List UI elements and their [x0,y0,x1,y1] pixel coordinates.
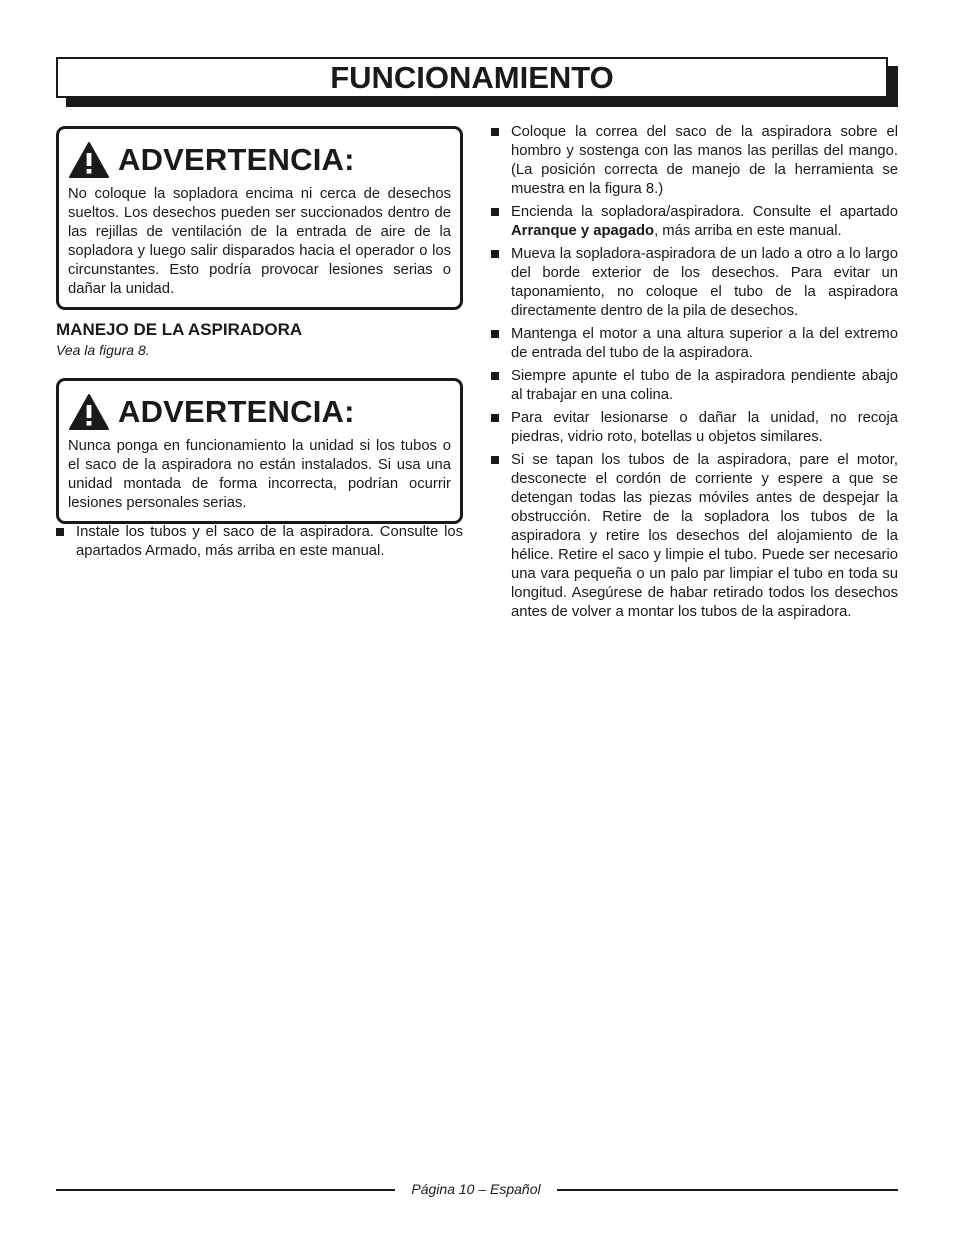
warning-title: ADVERTENCIA: [118,142,355,177]
bullet-square-icon [56,528,64,536]
list-item-text: Mueva la sopladora-aspiradora de un lado a otro a lo largo del borde exterior de los desechos. Para evitar un taponamiento, no coloque el tubo de la aspiradora directamente dentro de la pila de desechos. [511,246,898,319]
list-item [56,523,463,561]
list-item-text: Encienda la sopladora/aspiradora. Consulte el apartado [511,204,898,220]
list-item-text: Si se tapan los tubos de la aspiradora, pare el motor, desconecte el cordón de corriente y espere a que se detengan todas las piezas móviles antes de despejar la obstrucción. Retire de la sopladora los tubos de la aspiradora y retire los desechos del alojamiento de la hélice. Retire el saco y limpie el tubo. Puede ser necesario una vara pequeña o un palo par limpiar el tubo en toda su longitud. Asegúrese de habar retirado todos los desechos antes de volver a montar los tubos de la aspiradora. [511,452,898,620]
bullet-square-icon [491,372,499,380]
list-item-text: Mantenga el motor a una altura superior a la del extremo de entrada del tubo de la aspiradora. [511,326,898,361]
bullet-square-icon [491,330,499,338]
list-item [491,451,898,622]
section-title: FUNCIONAMIENTO [56,57,888,98]
list-item [491,325,898,363]
bullet-square-icon [491,250,499,258]
list-item-text: Coloque la correa del saco de la aspiradora sobre el hombro y sostenga con las manos las perillas del mango. (La posición correcta de manejo de la herramienta se muestra en la figura 8.) [511,124,898,197]
list-item [491,123,898,199]
bullet-square-icon [491,208,499,216]
section-reference: Arranque y apagado [511,223,655,239]
left-bullet-list [56,523,463,565]
list-item-text: Siempre apunte el tubo de la aspiradora pendiente abajo al trabajar en una colina. [511,368,898,403]
figure-note: Vea la figura 8. [56,342,150,358]
list-item-text: Para evitar lesionarse o dañar la unidad, no recoja piedras, vidrio roto, botellas u objetos similares. [511,410,898,445]
right-bullet-list [491,123,898,626]
list-item [491,409,898,447]
warning-title: ADVERTENCIA: [118,394,355,429]
footer-rule-right [557,1189,898,1191]
list-item-text: Instale los tubos y el saco de la aspiradora. Consulte los apartados Armado, más arriba en este manual. [76,524,463,559]
section-heading: MANEJO DE LA ASPIRADORA [56,320,303,339]
footer-rule-left [56,1189,395,1191]
warning-text: Nunca ponga en funcionamiento la unidad si los tubos o el saco de la aspiradora no están instalados. Si usa una unidad montada de forma incorrecta, podrían ocurrir lesiones personales serias. [68,438,451,511]
warning-box-2 [56,378,463,524]
warning-box-1 [56,126,463,310]
warning-header [68,391,451,433]
warning-triangle-icon [68,393,110,431]
warning-header [68,139,451,181]
list-item-text: , más arriba en este manual. [654,223,842,239]
bullet-square-icon [491,456,499,464]
bullet-square-icon [491,414,499,422]
warning-triangle-icon [68,141,110,179]
list-item [491,367,898,405]
list-item [491,245,898,321]
bullet-square-icon [491,128,499,136]
warning-text: No coloque la sopladora encima ni cerca de desechos sueltos. Los desechos pueden ser succionados dentro de las rejillas de ventilación de la entrada de aire de la sopladora y luego salir disparados hacia el operador o los circunstantes. Esto podría provocar lesiones serias o dañar la unidad. [68,186,451,297]
page-footer: Página 10 – Español [411,1181,541,1197]
list-item [491,203,898,241]
